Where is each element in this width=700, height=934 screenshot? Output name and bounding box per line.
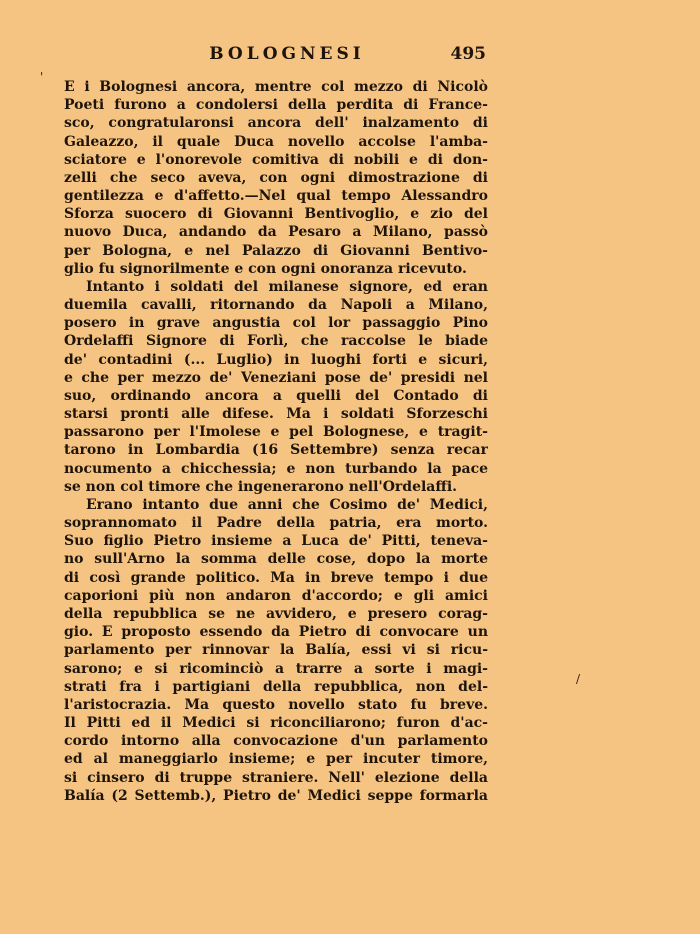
text-line: Il Pitti ed il Medici si riconciliarono; furon d'ac- bbox=[64, 715, 488, 732]
text-line: se non col timore che ingenerarono nell'Ordelaffi. bbox=[64, 478, 458, 495]
text-line: sarono; e si ricominciò a trarre a sorte i magi- bbox=[64, 660, 488, 677]
text-line: per Bologna, e nel Palazzo di Giovanni Bentivo- bbox=[64, 242, 488, 259]
text-line: l'aristocrazia. Ma questo novello stato fu breve. bbox=[64, 696, 488, 713]
paragraph-first-line: Erano intanto due anni che Cosimo de' Medici, bbox=[86, 496, 488, 513]
body-text bbox=[64, 78, 488, 805]
running-title: BOLOGNESI bbox=[209, 44, 365, 64]
paragraph-first-line: Intanto i soldati del milanese signore, ed eran bbox=[86, 278, 488, 295]
stray-ink-mark: ' bbox=[40, 70, 44, 84]
text-line: duemila cavalli, ritornando da Napoli a Milano, bbox=[64, 297, 488, 314]
text-line: sco, congratularonsi ancora dell' inalzamento di bbox=[64, 115, 488, 132]
text-line: glio fu signorilmente e con ogni onoranza ricevuto. bbox=[64, 260, 467, 277]
stray-ink-mark: / bbox=[576, 672, 581, 686]
text-line: nuovo Duca, andando da Pesaro a Milano, passò bbox=[64, 224, 488, 241]
text-line: Balía (2 Settemb.), Pietro de' Medici seppe formarla bbox=[64, 787, 488, 804]
text-line: zelli che seco aveva, con ogni dimostrazione di bbox=[64, 169, 488, 186]
text-line: sciatore e l'onorevole comitiva di nobili e di don- bbox=[64, 151, 488, 168]
text-line: della repubblica se ne avvidero, e presero corag- bbox=[64, 605, 488, 622]
text-line: gio. E proposto essendo da Pietro di convocare un bbox=[64, 624, 488, 641]
text-line: cordo intorno alla convocazione d'un parlamento bbox=[64, 733, 488, 750]
text-line: tarono in Lombardia (16 Settembre) senza recar bbox=[64, 442, 488, 459]
text-line: passarono per l'Imolese e pel Bolognese, e tragit- bbox=[64, 424, 488, 441]
text-line: starsi pronti alle difese. Ma i soldati Sforzeschi bbox=[64, 406, 488, 423]
text-line: E i Bolognesi ancora, mentre col mezzo di Nicolò bbox=[64, 79, 488, 95]
text-line: parlamento per rinnovar la Balía, essi vi si ricu- bbox=[64, 642, 488, 659]
text-line: Galeazzo, il quale Duca novello accolse l'amba- bbox=[64, 133, 488, 150]
text-line: strati fra i partigiani della repubblica, non del- bbox=[64, 678, 488, 695]
text-line: gentilezza e d'affetto.—Nel qual tempo Alessandro bbox=[64, 188, 488, 205]
text-line: Ordelaffi Signore di Forlì, che raccolse le biade bbox=[64, 333, 488, 350]
text-line: e che per mezzo de' Veneziani pose de' presidi nel bbox=[64, 369, 488, 386]
text-line: soprannomato il Padre della patria, era morto. bbox=[64, 515, 488, 532]
text-line: suo, ordinando ancora a quelli del Contado di bbox=[64, 387, 488, 404]
text-line: si cinsero di truppe straniere. Nell' elezione della bbox=[64, 769, 488, 786]
text-line: Suo figlio Pietro insieme a Luca de' Pitti, teneva- bbox=[64, 533, 488, 550]
text-line: di così grande politico. Ma in breve tempo i due bbox=[64, 569, 488, 586]
running-head bbox=[88, 44, 486, 68]
text-line: ed al maneggiarlo insieme; e per incuter timore, bbox=[64, 751, 488, 768]
text-line: no sull'Arno la somma delle cose, dopo la morte bbox=[64, 551, 488, 568]
text-line: nocumento a chicchessia; e non turbando la pace bbox=[64, 460, 488, 477]
text-line: Poeti furono a condolersi della perdita di France- bbox=[64, 97, 488, 114]
text-line: caporioni più non andaron d'accordo; e gli amici bbox=[64, 587, 488, 604]
text-line: Sforza suocero di Giovanni Bentivoglio, e zio del bbox=[64, 206, 488, 223]
page-number: 495 bbox=[450, 44, 486, 64]
text-line: de' contadini (... Luglio) in luoghi forti e sicuri, bbox=[64, 351, 488, 368]
text-line: posero in grave angustia col lor passaggio Pino bbox=[64, 315, 488, 332]
